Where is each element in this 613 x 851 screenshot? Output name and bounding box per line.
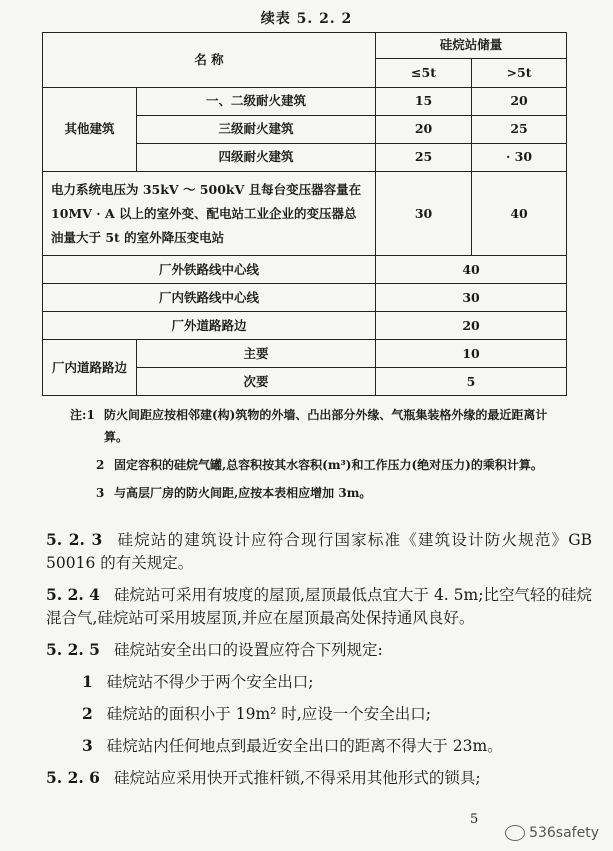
table-row (43, 284, 567, 312)
clause-item (82, 734, 592, 758)
clause-item-text: 硅烷站内任何地点到最近安全出口的距离不得大于 23m。 (106, 737, 503, 755)
row-name: 厂外铁路线中心线 (43, 256, 376, 284)
clause-item-text: 硅烷站的面积小于 19m² 时,应设一个安全出口; (106, 705, 431, 723)
power-row-name: 电力系统电压为 35kV ～ 500kV 且每台变压器容量在 10MV · A 以上的室外变、配电站工业企业的变压器总油量大于 5t 的室外降压变电站 (43, 172, 376, 256)
row-name: 次要 (137, 368, 376, 396)
clause-5-2-4 (46, 583, 592, 630)
table-row (43, 172, 567, 256)
clause-text: 硅烷站安全出口的设置应符合下列规定: (113, 641, 383, 659)
note-prefix: 注: (70, 408, 87, 422)
clauses (46, 528, 592, 798)
fire-distance-table (42, 32, 567, 396)
row-value: 20 (472, 88, 567, 116)
clause-number: 5. 2. 4 (46, 585, 100, 604)
clause-item (82, 670, 592, 694)
note-item (70, 482, 570, 504)
clause-number: 5. 2. 6 (46, 768, 100, 787)
clause-number: 5. 2. 5 (46, 640, 100, 659)
wechat-icon (505, 825, 525, 841)
clause-item-number: 3 (82, 736, 93, 755)
row-value: 5 (376, 368, 567, 396)
table-row (43, 88, 567, 116)
row-name: 主要 (137, 340, 376, 368)
row-value: 30 (376, 284, 567, 312)
row-value: 40 (376, 256, 567, 284)
clause-number: 5. 2. 3 (46, 530, 103, 549)
clause-text: 硅烷站应采用快开式推杆锁,不得采用其他形式的锁具; (113, 769, 481, 787)
table-caption: 续表 5. 2. 2 (260, 11, 353, 27)
clause-item-number: 2 (82, 704, 93, 723)
row-name: 厂内铁路线中心线 (43, 284, 376, 312)
watermark-text: 536safety (529, 825, 599, 841)
clause-5-2-3 (46, 528, 592, 575)
row-value: 20 (376, 312, 567, 340)
clause-item (82, 702, 592, 726)
row-name: 厂外道路路边 (43, 312, 376, 340)
clause-item-number: 1 (82, 672, 93, 691)
note-text: 防火间距应按相邻建(构)筑物的外墙、凸出部分外缘、气瓶集装格外缘的最近距离计算。 (104, 408, 548, 444)
note-number (70, 404, 104, 448)
row-value: 25 (472, 116, 567, 144)
table-row (43, 256, 567, 284)
clause-text: 硅烷站的建筑设计应符合现行国家标准《建筑设计防火规范》GB 50016 的有关规定。 (46, 531, 592, 572)
clause-5-2-5 (46, 638, 592, 662)
note-item (70, 404, 570, 448)
note-number: 3 (96, 486, 105, 500)
note-text: 固定容积的硅烷气罐,总容积按其水容积(m³)和工作压力(绝对压力)的乘积计算。 (114, 458, 543, 472)
table-header-row (43, 33, 567, 59)
row-value: 20 (376, 116, 472, 144)
inner-road-label: 厂内道路路边 (43, 340, 137, 396)
row-value: 25 (376, 144, 472, 172)
clause-item-text: 硅烷站不得少于两个安全出口; (106, 673, 314, 691)
row-name: 三级耐火建筑 (137, 116, 376, 144)
row-name: 四级耐火建筑 (137, 144, 376, 172)
row-value: 10 (376, 340, 567, 368)
note-num: 1 (86, 408, 95, 422)
header-storage: 硅烷站储量 (376, 33, 567, 59)
note-text: 与高层厂房的防火间距,应按本表相应增加 3m。 (114, 486, 372, 500)
table-notes (70, 404, 570, 510)
note-item (70, 454, 570, 476)
row-name: 一、二级耐火建筑 (137, 88, 376, 116)
header-name: 名 称 (43, 33, 376, 88)
header-col1: ≤5t (376, 59, 472, 88)
row-value: 40 (472, 172, 567, 256)
row-value: 30 (376, 172, 472, 256)
table-row (43, 312, 567, 340)
watermark (505, 825, 599, 841)
clause-5-2-6 (46, 766, 592, 790)
page-number: 5 (470, 812, 479, 827)
row-value: · 30 (472, 144, 567, 172)
note-number: 2 (96, 458, 105, 472)
row-value: 15 (376, 88, 472, 116)
header-col2: >5t (472, 59, 567, 88)
clause-text: 硅烷站可采用有坡度的屋顶,屋顶最低点宜大于 4. 5m;比空气轻的硅烷混合气,硅烷站可采用坡屋顶,并应在屋顶最高处保持通风良好。 (46, 586, 592, 627)
table-row (43, 340, 567, 368)
other-buildings-label: 其他建筑 (43, 88, 137, 172)
